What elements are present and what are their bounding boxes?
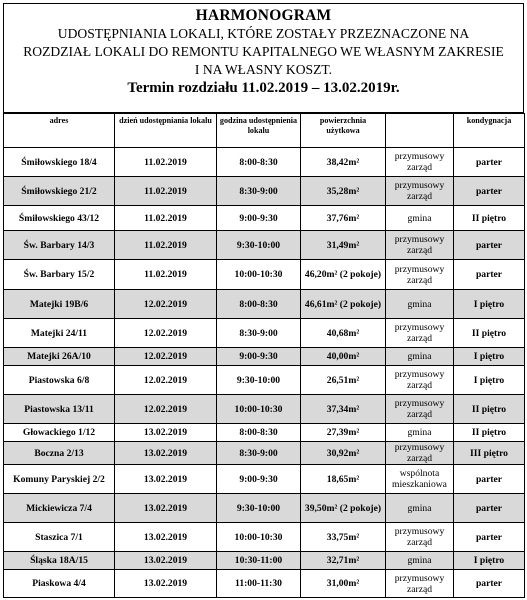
table-row [4, 348, 525, 366]
cell-floor: I piętro [454, 366, 525, 395]
cell-time: 8:00-8:30 [217, 424, 301, 442]
cell-time: 10:00-10:30 [217, 395, 301, 424]
cell-time: 8:30-9:00 [217, 177, 301, 206]
cell-area: 32,71m² [301, 552, 386, 570]
cell-time: 9:30-10:00 [217, 231, 301, 260]
column-header-floor: kondygnacja [454, 114, 525, 148]
cell-floor: II piętro [454, 206, 525, 231]
cell-floor: parter [454, 148, 525, 177]
cell-type: gmina [386, 552, 454, 570]
cell-floor: I piętro [454, 552, 525, 570]
cell-date: 12.02.2019 [115, 290, 217, 319]
cell-type: przymusowy zarząd [386, 523, 454, 552]
cell-address: Śmiłowskiego 18/4 [4, 148, 115, 177]
cell-type: przymusowy zarząd [386, 395, 454, 424]
cell-type: wspólnota mieszkaniowa [386, 465, 454, 494]
cell-time: 10:00-10:30 [217, 260, 301, 290]
table-row [4, 148, 525, 177]
document-title: HARMONOGRAM [195, 7, 332, 24]
cell-address: Św. Barbary 14/3 [4, 231, 115, 260]
cell-area: 26,51m² [301, 366, 386, 395]
cell-floor: parter [454, 523, 525, 552]
cell-date: 13.02.2019 [115, 570, 217, 598]
cell-area: 27,39m² [301, 424, 386, 442]
cell-floor: III piętro [454, 442, 525, 465]
cell-floor: II piętro [454, 395, 525, 424]
cell-time: 9:00-9:30 [217, 348, 301, 366]
cell-area: 46,61m² (2 pokoje) [301, 290, 386, 319]
table-row [4, 552, 525, 570]
table-row [4, 424, 525, 442]
cell-type: przymusowy zarząd [386, 177, 454, 206]
cell-type: gmina [386, 494, 454, 523]
cell-area: 38,42m² [301, 148, 386, 177]
cell-floor: parter [454, 260, 525, 290]
cell-type: przymusowy zarząd [386, 442, 454, 465]
cell-time: 8:00-8:30 [217, 290, 301, 319]
document-header [3, 3, 524, 113]
column-header-address: adres [4, 114, 115, 148]
cell-area: 18,65m² [301, 465, 386, 494]
cell-type: gmina [386, 348, 454, 366]
cell-time: 9:30-10:00 [217, 366, 301, 395]
cell-time: 11:00-11:30 [217, 570, 301, 598]
column-header-type [386, 114, 454, 148]
cell-type: gmina [386, 206, 454, 231]
cell-area: 31,49m² [301, 231, 386, 260]
cell-type: przymusowy zarząd [386, 570, 454, 598]
cell-address: Mickiewicza 7/4 [4, 494, 115, 523]
cell-type: przymusowy zarząd [386, 260, 454, 290]
cell-date: 11.02.2019 [115, 260, 217, 290]
column-header-date: dzień udostępniania lokalu [115, 114, 217, 148]
cell-floor: II piętro [454, 424, 525, 442]
cell-address: Matejki 26A/10 [4, 348, 115, 366]
cell-type: przymusowy zarząd [386, 319, 454, 348]
cell-floor: parter [454, 494, 525, 523]
cell-area: 30,92m² [301, 442, 386, 465]
cell-floor: parter [454, 570, 525, 598]
cell-address: Matejki 24/11 [4, 319, 115, 348]
header-line-3: I NA WŁASNY KOSZT. [194, 62, 333, 77]
cell-type: przymusowy zarząd [386, 231, 454, 260]
cell-floor: I piętro [454, 290, 525, 319]
cell-address: Piaskowa 4/4 [4, 570, 115, 598]
cell-time: 10:00-10:30 [217, 523, 301, 552]
cell-floor: parter [454, 231, 525, 260]
cell-area: 40,00m² [301, 348, 386, 366]
cell-area: 35,28m² [301, 177, 386, 206]
cell-time: 8:30-9:00 [217, 319, 301, 348]
cell-address: Śląska 18A/15 [4, 552, 115, 570]
cell-address: Matejki 19B/6 [4, 290, 115, 319]
cell-date: 11.02.2019 [115, 231, 217, 260]
cell-address: Św. Barbary 15/2 [4, 260, 115, 290]
cell-date: 11.02.2019 [115, 177, 217, 206]
cell-floor: II piętro [454, 319, 525, 348]
cell-date: 13.02.2019 [115, 523, 217, 552]
cell-date: 12.02.2019 [115, 319, 217, 348]
cell-address: Śmiłowskiego 21/2 [4, 177, 115, 206]
cell-date: 11.02.2019 [115, 148, 217, 177]
table-row [4, 319, 525, 348]
cell-address: Piastowska 6/8 [4, 366, 115, 395]
cell-date: 12.02.2019 [115, 366, 217, 395]
table-row [4, 570, 525, 598]
cell-floor: I piętro [454, 348, 525, 366]
table-row [4, 465, 525, 494]
cell-address: Głowackiego 1/12 [4, 424, 115, 442]
cell-date: 13.02.2019 [115, 494, 217, 523]
cell-area: 37,34m² [301, 395, 386, 424]
cell-time: 9:00-9:30 [217, 206, 301, 231]
cell-area: 46,20m² (2 pokoje) [301, 260, 386, 290]
cell-type: gmina [386, 424, 454, 442]
table-row [4, 366, 525, 395]
cell-time: 9:30-10:00 [217, 494, 301, 523]
table-row [4, 260, 525, 290]
cell-time: 8:00-8:30 [217, 148, 301, 177]
cell-address: Komuny Paryskiej 2/2 [4, 465, 115, 494]
cell-area: 31,00m² [301, 570, 386, 598]
table-row [4, 442, 525, 465]
cell-floor: parter [454, 465, 525, 494]
column-header-area: powierzchnia użytkowa [301, 114, 386, 148]
column-header-time: godzina udostępnienia lokalu [217, 114, 301, 148]
cell-address: Piastowska 13/11 [4, 395, 115, 424]
cell-date: 13.02.2019 [115, 552, 217, 570]
cell-floor: parter [454, 177, 525, 206]
table-header-row [4, 114, 525, 148]
cell-type: przymusowy zarząd [386, 366, 454, 395]
cell-address: Śmiłowskiego 43/12 [4, 206, 115, 231]
cell-date: 13.02.2019 [115, 442, 217, 465]
cell-type: przymusowy zarząd [386, 148, 454, 177]
table-row [4, 494, 525, 523]
table-row [4, 177, 525, 206]
cell-type: gmina [386, 290, 454, 319]
cell-address: Staszica 7/1 [4, 523, 115, 552]
header-line-2: ROZDZIAŁ LOKALI DO REMONTU KAPITALNEGO WE WŁASNYM ZAKRESIE [23, 44, 504, 59]
cell-time: 8:30-9:00 [217, 442, 301, 465]
cell-date: 13.02.2019 [115, 424, 217, 442]
cell-date: 13.02.2019 [115, 465, 217, 494]
table-row [4, 206, 525, 231]
cell-date: 12.02.2019 [115, 348, 217, 366]
table-row [4, 523, 525, 552]
cell-address: Boczna 2/13 [4, 442, 115, 465]
table-row [4, 290, 525, 319]
cell-date: 11.02.2019 [115, 206, 217, 231]
cell-area: 37,76m² [301, 206, 386, 231]
cell-date: 12.02.2019 [115, 395, 217, 424]
table-row [4, 395, 525, 424]
cell-area: 39,50m² (2 pokoje) [301, 494, 386, 523]
table-row [4, 231, 525, 260]
cell-area: 33,75m² [301, 523, 386, 552]
schedule-table [3, 113, 525, 598]
cell-area: 40,68m² [301, 319, 386, 348]
cell-time: 9:00-9:30 [217, 465, 301, 494]
cell-time: 10:30-11:00 [217, 552, 301, 570]
term-line: Termin rozdziału 11.02.2019 – 13.02.2019r. [127, 80, 400, 96]
header-line-1: UDOSTĘPNIANIA LOKALI, KTÓRE ZOSTAŁY PRZEZNACZONE NA [57, 26, 470, 41]
